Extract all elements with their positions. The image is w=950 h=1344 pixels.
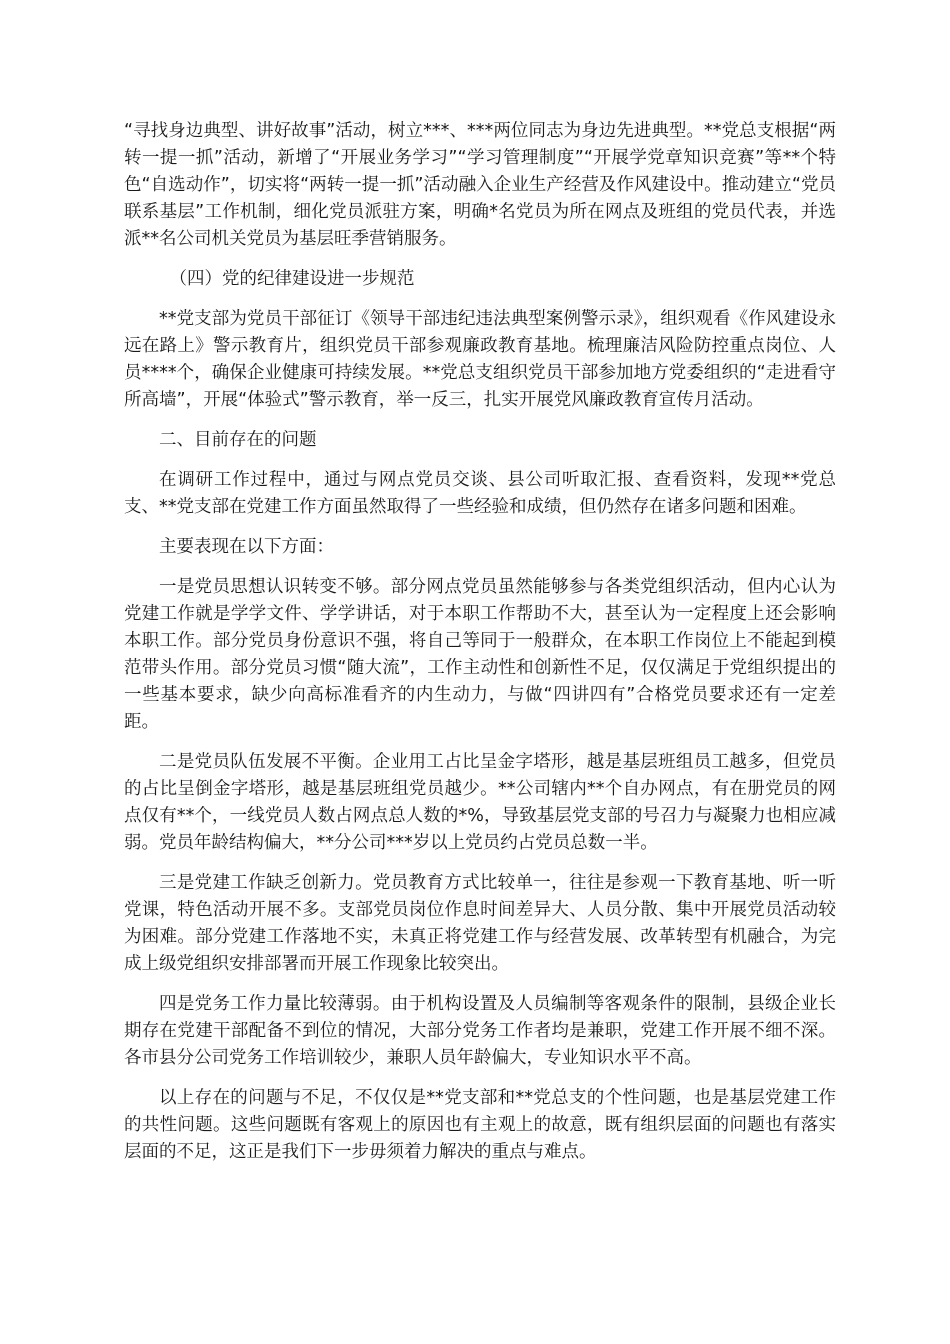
paragraph-problem-two: 二是党员队伍发展不平衡。企业用工占比呈金字塔形，越是基层班组员工越多，但党员的占比呈倒金字塔形，越是基层班组党员越少。**公司辖内**个自办网点，有在册党员的网点仅有**个，一线党员人数占网点总人数的*%，导致基层党支部的号召力与凝聚力也相应减弱。党员年龄结构偏大，**分公司***岁以上党员约占党员总数一半。 — [124, 752, 836, 853]
paragraph-research-intro: 在调研工作过程中，通过与网点党员交谈、县公司听取汇报、查看资料，发现**党总支、**党支部在党建工作方面虽然取得了一些经验和成绩，但仍然存在诸多问题和困难。 — [124, 470, 836, 517]
paragraph-conclusion: 以上存在的问题与不足，不仅仅是**党支部和**党总支的个性问题，也是基层党建工作的共性问题。这些问题既有客观上的原因也有主观上的故意，既有组织层面的问题也有落实层面的不足，这正是我们下一步毋须着力解决的重点与难点。 — [124, 1088, 836, 1162]
paragraph-discipline: **党支部为党员干部征订《领导干部违纪违法典型案例警示录》，组织观看《作风建设永远在路上》警示教育片，组织党员干部参观廉政教育基地。梳理廉洁风险防控重点岗位、人员****个，确保企业健康可持续发展。**党总支组织党员干部参加地方党委组织的“走进看守所高墙”，开展“体验式”警示教育，举一反三，扎实开展党风廉政教育宣传月活动。 — [124, 309, 836, 410]
paragraph-problem-four: 四是党务工作力量比较薄弱。由于机构设置及人员编制等客观条件的限制，县级企业长期存在党建干部配备不到位的情况，大部分党务工作者均是兼职，党建工作开展不细不深。各市县分公司党务工作培训较少，兼职人员年龄偏大，专业知识水平不高。 — [124, 994, 836, 1068]
paragraph-continued-activities: “寻找身边典型、讲好故事”活动，树立***、***两位同志为身边先进典型。**党总支根据“两转一提一抓”活动，新增了“开展业务学习”“学习管理制度”“开展学党章知识竞赛”等**个特色“自选动作”，切实将“两转一提一抓”活动融入企业生产经营及作风建设中。推动建立“党员联系基层”工作机制，细化党员派驻方案，明确*名党员为所在网点及班组的党员代表，并选派**名公司机关党员为基层旺季营销服务。 — [124, 121, 836, 249]
section-heading-problems: 二、目前存在的问题 — [159, 430, 317, 450]
section-heading-discipline: （四）党的纪律建设进一步规范 — [169, 269, 415, 289]
paragraph-main-aspects: 主要表现在以下方面： — [159, 537, 334, 557]
document-page — [124, 118, 836, 1179]
paragraph-problem-one: 一是党员思想认识转变不够。部分网点党员虽然能够参与各类党组织活动，但内心认为党建工作就是学学文件、学学讲话，对于本职工作帮助不大，甚至认为一定程度上还会影响本职工作。部分党员身份意识不强，将自己等同于一般群众，在本职工作岗位上不能起到模范带头作用。部分党员习惯“随大流”，工作主动性和创新性不足，仅仅满足于党组织提出的一些基本要求，缺少向高标准看齐的内生动力，与做“四讲四有”合格党员要求还有一定差距。 — [124, 577, 836, 732]
paragraph-problem-three: 三是党建工作缺乏创新力。党员教育方式比较单一，往往是参观一下教育基地、听一听党课，特色活动开展不多。支部党员岗位作息时间差异大、人员分散、集中开展党员活动较为困难。部分党建工作落地不实，未真正将党建工作与经营发展、改革转型有机融合，为完成上级党组织安排部署而开展工作现象比较突出。 — [124, 873, 836, 974]
